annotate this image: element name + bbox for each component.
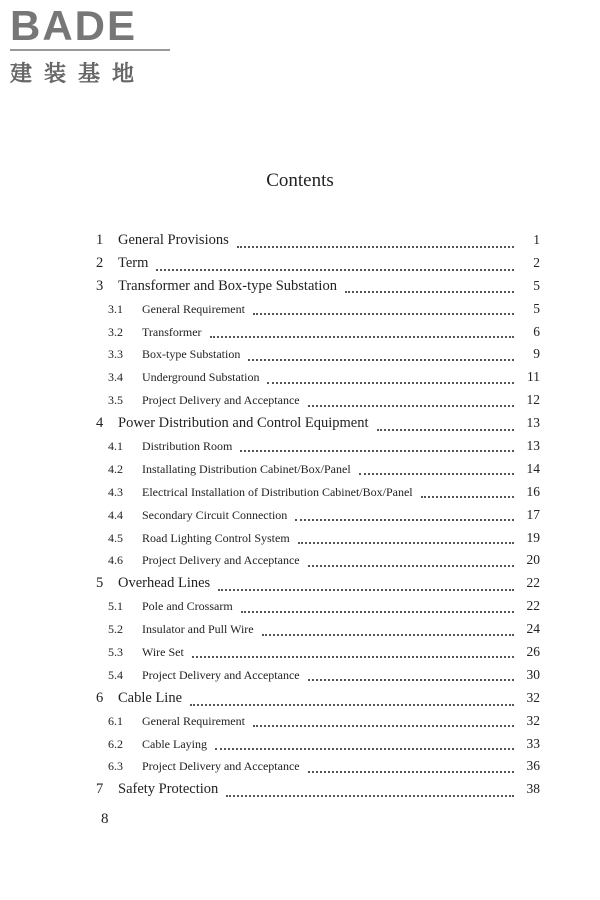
toc-section-entry[interactable] bbox=[96, 733, 540, 756]
toc-entry-title: Overhead Lines bbox=[118, 575, 211, 592]
toc-entry-number: 3.2 bbox=[108, 324, 123, 339]
toc-entry-page: 20 bbox=[526, 552, 540, 568]
toc-entry-title: Insulator and Pull Wire bbox=[142, 622, 254, 637]
toc-entry-title: Safety Protection bbox=[118, 781, 219, 798]
dot-leader bbox=[267, 370, 514, 384]
toc-entry-number: 4.6 bbox=[108, 553, 123, 568]
toc-section-entry[interactable] bbox=[96, 458, 540, 481]
toc-section-entry[interactable] bbox=[96, 366, 540, 389]
toc-entry-number: 1 bbox=[96, 232, 104, 248]
toc-entry-title: Distribution Room bbox=[142, 439, 233, 454]
toc-section-entry[interactable] bbox=[96, 595, 540, 618]
dot-leader bbox=[248, 347, 514, 361]
toc-entry-title: Transformer and Box-type Substation bbox=[118, 277, 337, 294]
toc-entry-title: Electrical Installation of Distribution Cabinet/Box/Panel bbox=[142, 484, 413, 499]
toc-entry-page: 13 bbox=[526, 438, 540, 454]
toc-section-entry[interactable] bbox=[96, 435, 540, 458]
logo-divider bbox=[10, 49, 170, 51]
toc-section-entry[interactable] bbox=[96, 664, 540, 687]
bade-logo bbox=[10, 4, 180, 88]
toc-entry-number: 5 bbox=[96, 575, 104, 592]
toc-entry-number: 3.4 bbox=[108, 370, 123, 385]
toc-entry-page: 5 bbox=[533, 277, 540, 293]
logo-latin-text: BADE bbox=[10, 2, 138, 49]
dot-leader bbox=[192, 644, 514, 658]
dot-leader bbox=[308, 759, 514, 773]
toc-chapter-entry[interactable] bbox=[96, 572, 540, 595]
toc-section-entry[interactable] bbox=[96, 321, 540, 344]
toc-entry-title: Box-type Substation bbox=[142, 347, 241, 362]
dot-leader bbox=[253, 301, 514, 315]
toc-entry-title: General Requirement bbox=[142, 713, 245, 728]
toc-section-entry[interactable] bbox=[96, 504, 540, 527]
page-number: 8 bbox=[101, 811, 109, 827]
toc-entry-page: 30 bbox=[526, 666, 540, 682]
toc-entry-number: 4.1 bbox=[108, 439, 123, 454]
toc-entry-title: Road Lighting Control System bbox=[142, 530, 290, 545]
toc-entry-title: Underground Substation bbox=[142, 370, 260, 385]
toc-entry-title: Wire Set bbox=[142, 645, 184, 660]
toc-section-entry[interactable] bbox=[96, 710, 540, 733]
toc-entry-title: Cable Laying bbox=[142, 736, 207, 751]
toc-entry-page: 32 bbox=[526, 712, 540, 728]
toc-entry-number: 3.5 bbox=[108, 393, 123, 408]
toc-entry-page: 14 bbox=[526, 460, 540, 476]
dot-leader bbox=[308, 667, 514, 681]
toc-entry-page: 13 bbox=[526, 415, 540, 431]
toc-entry-page: 24 bbox=[526, 621, 540, 637]
toc-entry-page: 32 bbox=[526, 689, 540, 705]
toc-chapter-entry[interactable] bbox=[96, 412, 540, 435]
dot-leader bbox=[377, 414, 514, 431]
toc-entry-page: 16 bbox=[526, 483, 540, 499]
toc-entry-number: 3.1 bbox=[108, 301, 123, 316]
toc-entry-title: Secondary Circuit Connection bbox=[142, 507, 288, 522]
toc-entry-number: 6 bbox=[96, 689, 104, 706]
toc-entry-title: Project Delivery and Acceptance bbox=[142, 553, 300, 568]
toc-section-entry[interactable] bbox=[96, 343, 540, 366]
dot-leader bbox=[241, 599, 514, 613]
toc-entry-page: 17 bbox=[526, 506, 540, 522]
dot-leader bbox=[215, 736, 514, 750]
dot-leader bbox=[226, 781, 514, 798]
toc-entry-number: 3.3 bbox=[108, 347, 123, 362]
toc-entry-title: Installating Distribution Cabinet/Box/Panel bbox=[142, 461, 351, 476]
dot-leader bbox=[218, 575, 514, 592]
toc-entry-number: 3 bbox=[96, 277, 104, 294]
toc-section-entry[interactable] bbox=[96, 527, 540, 550]
toc-entry-number: 5.3 bbox=[108, 645, 123, 660]
toc-entry-number: 4.5 bbox=[108, 530, 123, 545]
dot-leader bbox=[421, 484, 514, 498]
toc-entry-number: 5.4 bbox=[108, 667, 123, 682]
toc-chapter-entry[interactable] bbox=[96, 778, 540, 801]
toc-entry-number: 6.3 bbox=[108, 759, 123, 774]
toc-entry-page: 1 bbox=[533, 232, 540, 247]
toc-entry-page: 12 bbox=[526, 392, 540, 408]
table-of-contents bbox=[96, 229, 540, 801]
toc-section-entry[interactable] bbox=[96, 389, 540, 412]
toc-entry-title: Transformer bbox=[142, 324, 202, 339]
toc-entry-page: 5 bbox=[533, 300, 540, 316]
dot-leader bbox=[359, 461, 514, 475]
toc-entry-page: 9 bbox=[533, 346, 540, 362]
toc-entry-page: 22 bbox=[526, 575, 540, 591]
toc-section-entry[interactable] bbox=[96, 549, 540, 572]
dot-leader bbox=[237, 231, 514, 248]
toc-entry-number: 6.2 bbox=[108, 736, 123, 751]
toc-entry-page: 19 bbox=[526, 529, 540, 545]
dot-leader bbox=[295, 507, 514, 521]
toc-entry-page: 22 bbox=[526, 598, 540, 614]
toc-entry-title: General Requirement bbox=[142, 301, 245, 316]
dot-leader bbox=[210, 324, 514, 338]
toc-entry-title: Project Delivery and Acceptance bbox=[142, 667, 300, 682]
toc-entry-page: 11 bbox=[527, 369, 540, 385]
toc-chapter-entry[interactable] bbox=[96, 252, 540, 275]
dot-leader bbox=[240, 438, 514, 452]
dot-leader bbox=[298, 530, 514, 544]
toc-entry-number: 6.1 bbox=[108, 713, 123, 728]
toc-entry-title: Project Delivery and Acceptance bbox=[142, 759, 300, 774]
toc-section-entry[interactable] bbox=[96, 298, 540, 321]
contents-title: Contents bbox=[266, 170, 334, 191]
toc-entry-number: 4.4 bbox=[108, 507, 123, 522]
toc-entry-page: 26 bbox=[526, 644, 540, 660]
toc-entry-page: 6 bbox=[533, 323, 540, 339]
toc-entry-title: Term bbox=[118, 254, 149, 271]
dot-leader bbox=[308, 553, 514, 567]
toc-section-entry[interactable] bbox=[96, 641, 540, 664]
toc-entry-number: 4.3 bbox=[108, 484, 123, 499]
toc-section-entry[interactable] bbox=[96, 481, 540, 504]
toc-entry-title: Cable Line bbox=[118, 689, 183, 706]
toc-entry-page: 2 bbox=[533, 254, 540, 270]
toc-entry-number: 5.1 bbox=[108, 599, 123, 614]
toc-entry-number: 4.2 bbox=[108, 461, 123, 476]
toc-entry-title: General Provisions bbox=[118, 232, 229, 248]
toc-entry-page: 36 bbox=[526, 758, 540, 774]
toc-chapter-entry[interactable] bbox=[96, 687, 540, 710]
dot-leader bbox=[345, 277, 514, 294]
toc-entry-number: 4 bbox=[96, 415, 104, 432]
toc-section-entry[interactable] bbox=[96, 755, 540, 778]
logo-chinese-text: 建装基地 bbox=[10, 62, 147, 87]
dot-leader bbox=[262, 622, 514, 636]
dot-leader bbox=[308, 393, 514, 407]
toc-entry-number: 2 bbox=[96, 254, 104, 271]
toc-chapter-entry[interactable] bbox=[96, 229, 540, 252]
toc-section-entry[interactable] bbox=[96, 618, 540, 641]
dot-leader bbox=[156, 254, 514, 271]
dot-leader bbox=[190, 689, 514, 706]
toc-entry-number: 5.2 bbox=[108, 622, 123, 637]
toc-entry-page: 33 bbox=[526, 735, 540, 751]
toc-entry-title: Project Delivery and Acceptance bbox=[142, 393, 300, 408]
toc-entry-title: Power Distribution and Control Equipment bbox=[118, 415, 369, 432]
toc-chapter-entry[interactable] bbox=[96, 275, 540, 298]
toc-entry-number: 7 bbox=[96, 781, 104, 798]
toc-entry-page: 38 bbox=[526, 781, 540, 797]
toc-entry-title: Pole and Crossarm bbox=[142, 599, 233, 614]
dot-leader bbox=[253, 713, 514, 727]
